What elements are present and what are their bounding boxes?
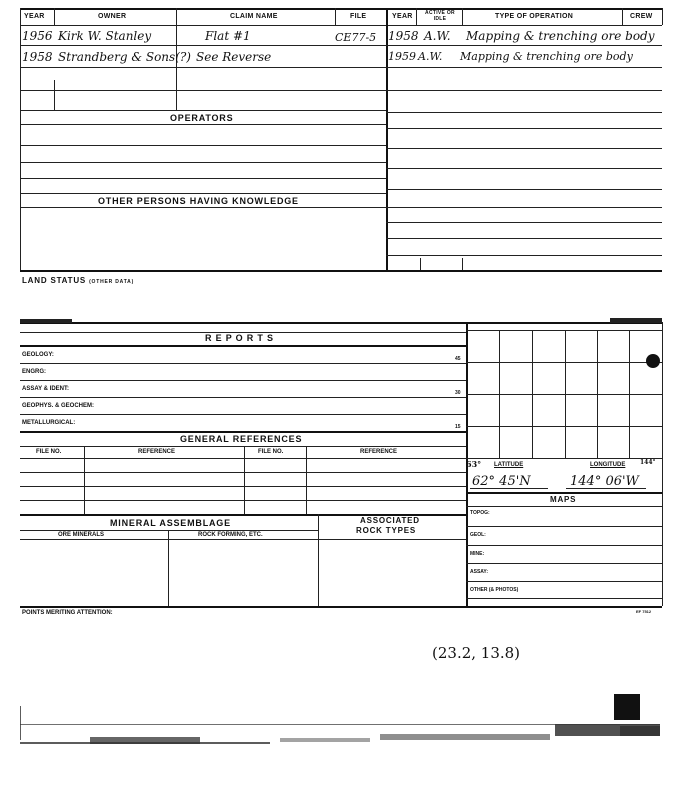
header-crew: CREW [630,13,653,20]
report-geology: GEOLOGY: [22,352,54,358]
longitude-value: 144° 06'W [570,474,639,489]
long-suffix: 144° [640,459,656,466]
operators-heading: OPERATORS [170,113,234,123]
mineral-assemblage-heading: MINERAL ASSEMBLAGE [110,518,231,528]
land-status-heading [22,276,134,285]
entry-2-status: A.W. [418,50,443,63]
header-year: YEAR [24,13,45,20]
land-status-sub: (OTHER DATA) [89,279,135,285]
entry-1-claim: Flat #1 [205,29,251,43]
latitude-value: 62° 45'N [472,474,531,489]
col-rock-forming: ROCK FORMING, ETC. [198,532,263,538]
col-ore-minerals: ORE MINERALS [58,532,105,538]
associated-heading: ASSOCIATED [360,516,420,525]
map-other: OTHER (& PHOTOS) [470,587,519,593]
general-references-heading: GENERAL REFERENCES [180,434,303,444]
header-file: FILE [350,13,367,20]
land-status-label: LAND STATUS [22,276,87,285]
header-claim-name: CLAIM NAME [230,13,278,20]
entry-1-owner: Kirk W. Stanley [58,29,152,43]
entry-2-operation: Mapping & trenching ore body [460,50,633,63]
entry-1-operation: Mapping & trenching ore body [466,29,655,43]
entry-2-year: 1958 [22,50,53,64]
ref-col-file-no-2: FILE NO. [258,449,284,455]
report-metallurgical: METALLURGICAL: [22,420,76,426]
map-topog: TOPOG: [470,510,490,516]
entry-2-year-2: 1959 [388,50,416,63]
entry-1-year-2: 1958 [388,29,419,43]
ref-col-file-no-1: FILE NO. [36,449,62,455]
ref-col-reference-2: REFERENCE [360,449,398,455]
punch-hole-icon [646,354,660,368]
header-active-or-idle: ACTIVE OR IDLE [425,10,455,22]
map-mine: MINE: [470,551,485,557]
reports-heading: R E P O R T S [205,333,274,343]
report-assay: ASSAY & IDENT: [22,386,70,392]
rock-types-heading: ROCK TYPES [356,526,417,535]
ref-col-reference-1: REFERENCE [138,449,176,455]
report-assay-num: 30 [455,390,461,396]
form-id: EF 7512 [636,609,652,614]
lat-prefix: 63° [466,459,482,469]
header-type-of-operation: TYPE OF OPERATION [495,13,574,20]
report-geophys: GEOPHYS. & GEOCHEM: [22,403,95,409]
entry-1-year: 1956 [22,29,53,43]
other-persons-heading: OTHER PERSONS HAVING KNOWLEDGE [98,196,299,206]
entry-2-owner: Strandberg & Sons(?) [58,50,191,64]
report-engrg: ENGRG: [22,369,46,375]
entry-1-status: A.W. [424,29,451,43]
registration-mark [614,694,640,720]
points-meriting-heading: POINTS MERITING ATTENTION: [22,610,113,616]
entry-1-file: CE77-5 [335,31,377,44]
map-geol: GEOL: [470,532,486,538]
longitude-label: LONGITUDE [590,462,626,468]
map-assay: ASSAY: [470,569,489,575]
header-year-2: YEAR [392,13,413,20]
header-owner: OWNER [98,13,127,20]
report-metallurgical-num: 15 [455,424,461,430]
entry-2-claim: See Reverse [196,50,272,64]
handwritten-note: (23.2, 13.8) [432,644,521,662]
maps-heading: MAPS [550,495,577,504]
latitude-label: LATITUDE [494,462,524,468]
report-geology-num: 45 [455,356,461,362]
